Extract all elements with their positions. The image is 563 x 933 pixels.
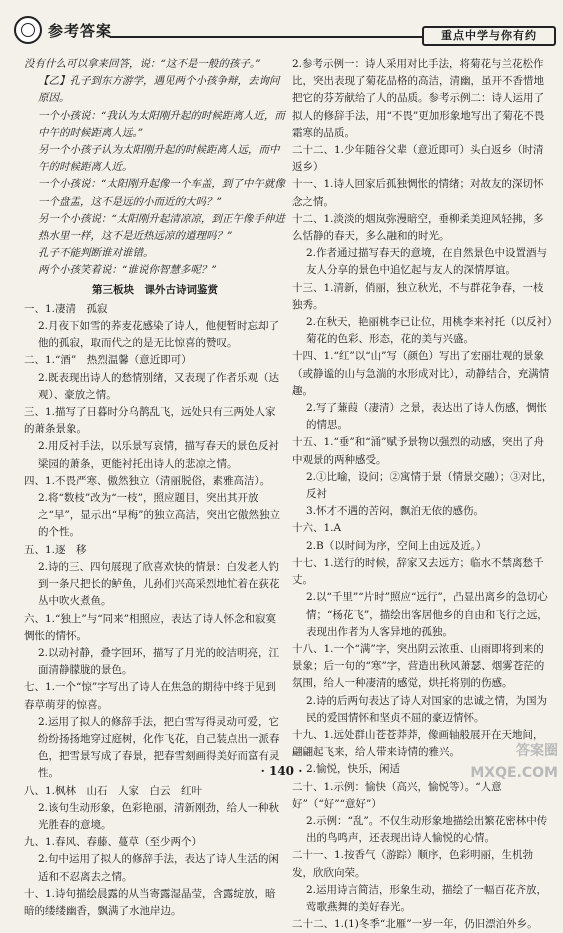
answer-paragraph: 2.运用了拟人的修辞手法，把白雪写得灵动可爱，它纷纷扬扬地穿过庭树，化作飞花，自己装点出一派春色，把雪景写成了春景，把春雪刻画得美好而富有灵性。 [38, 715, 280, 780]
answer-paragraph: 九、1.春风、春藤、蔓草（至少两个） [24, 836, 203, 849]
answer-paragraph: 另一个小孩说：“太阳刚升起清凉凉，到正午像手伸进热水里一样，这不是近热远凉的道理吗？” [38, 212, 285, 243]
school-logo-icon [14, 16, 42, 44]
answer-paragraph: 【乙】孔子到东方游学，遇见两个小孩争辩，去询问原因。 [38, 75, 280, 105]
answer-paragraph: 三、1.描写了日暮时分乌鹊乱飞，远处只有三两处人家的萧条景象。 [24, 406, 276, 436]
answer-paragraph: 五、1.逐 移 [24, 543, 87, 556]
answer-paragraph: 2.该句生动形象，色彩艳丽，清新刚劲，给人一种秋光胜春的意境。 [38, 801, 280, 831]
answer-paragraph: 十一、1.诗人回家后孤独惆怅的情绪；对故友的深切怀念之情。 [292, 178, 544, 208]
answer-paragraph: 十二、1.淡淡的烟岚弥漫暗空，垂柳柔美迎风轻拂，多么恬静的春天，多么融和的时光。 [292, 212, 544, 243]
answer-paragraph: 八、1.枫林 山石 人家 白云 红叶 [24, 784, 203, 797]
answer-paragraph: 2.句中运用了拟人的修辞手法，表达了诗人生活的闲适和不忍离去之情。 [38, 853, 280, 883]
answer-paragraph: 2.以动衬静，叠字回环，描写了月光的皎洁明亮，江面清静朦胧的景色。 [38, 646, 280, 677]
header-divider [110, 36, 422, 38]
answer-paragraph: 2.月夜下如雪的荞麦花感染了诗人，他便暂时忘却了他的孤寂，取而代之的是无比惊喜的赞叹。 [38, 320, 280, 350]
answer-paragraph: 2.参考示例一：诗人采用对比手法，将菊花与兰花松作比，突出表现了菊花品格的高洁，清幽，虽开不香惜地把它的芬芳献给了人的品质。参考示例二：诗人运用了拟人的修辞手法，用“不畏”更加形象地写出了菊花不畏霜寒的品质。 [292, 58, 545, 139]
answer-paragraph: 一个小孩说：“我认为太阳刚升起的时候距离人近，而中午的时候距离人远。” [38, 109, 285, 139]
right-column [292, 56, 554, 933]
answer-paragraph: 孔子不能判断谁对谁错。 [38, 247, 154, 260]
answer-paragraph: 另一个小孩子认为太阳刚升起的时候距离人远，而中午的时候距离人近。 [38, 144, 280, 174]
answer-paragraph: 2.将“数枝”改为“一枝”，照应题目，突出其开放之“早”，显示出“早梅”的独立高洁，突出它傲然独立的个性。 [38, 492, 280, 539]
answer-paragraph: 2.①比喻，设问；②寓情于景（情景交融）；③对比，反衬 [306, 470, 553, 501]
answer-paragraph: 六、1.“独上”与“同来”相照应，表达了诗人怀念和寂寞惆怅的情怀。 [24, 612, 276, 642]
answer-paragraph: 一个小孩说：“太阳刚升起像一个车盖，到了中午就像一个盘盂，这不是远的小而近的大吗？” [38, 178, 285, 208]
answer-paragraph: 没有什么可以拿来回答，说：“这不是一般的孩子。” [24, 58, 261, 70]
page-number: · 140 · [260, 764, 303, 778]
answer-paragraph: 十七、1.送行的时候，辞家又去远方；临水不禁离愁千丈。 [292, 556, 544, 587]
answer-paragraph: 两个小孩笑着说：“谁说你智慧多呢？” [38, 264, 217, 277]
header-title: 参考答案 [48, 22, 113, 40]
answer-paragraph: 2.用反衬手法，以乐景写哀情，描写春天的景色反衬梁园的萧条，更能衬托出诗人的悲凉之情。 [38, 440, 280, 470]
page-header [0, 0, 563, 50]
answer-paragraph: 2.作者通过描写春天的意境，在自然景色中设置酒与友人分享的景色中追忆起与友人的深情厚谊。 [306, 247, 548, 277]
answer-paragraph: 2.既表现出诗人的愁情别绪，又表现了作者乐观（达观）、豪放之情。 [38, 371, 280, 401]
answer-paragraph: 第三板块 课外古诗词鉴赏 [92, 283, 218, 296]
answer-paragraph: 十六、1.A [292, 522, 342, 535]
answer-paragraph: 二十二、1.少年随谷父辈（意近即可）头白返乡（时清返乡） [292, 144, 544, 174]
answer-paragraph: 二、1.“酒” 热烈温馨（意近即可） [24, 354, 192, 367]
answer-paragraph: 二十、1.示例：愉快（高兴，愉悦等）。“人意好”（“好”“意好”） [292, 780, 502, 810]
answer-paragraph: 2.写了蒹葭（凄清）之景，表达出了诗人伤感，惆怅的情思。 [306, 402, 548, 432]
answer-paragraph: 2.诗的三、四句展现了欣喜欢快的情景：白发老人钓到一条尺把长的鲈鱼，儿孙们兴高采烈地忙着在荻花丛中吹火煮鱼。 [38, 560, 280, 608]
answer-paragraph: 2.B（以时间为序，空间上由远及近。） [306, 539, 487, 552]
answer-paragraph: 一、1.凄清 孤寂 [24, 302, 108, 315]
answer-paragraph: 二十一、1.按香气（游踪）顺序，色彩明丽，生机勃发，欣欣向荣。 [292, 849, 534, 879]
answer-paragraph: 十八、1.一个“满”字，突出阴云浓重、山雨即将到来的景象；后一句的“寒”字，营造出秋风萧瑟、烟雾苍茫的氛围，给人一种凄清的感觉，烘托将别的伤感。 [292, 642, 545, 690]
answer-paragraph: 2.诗的后两句表达了诗人对国家的忠诚之情，为国为民的爱国情怀和坚贞不屈的豪迈情怀。 [306, 694, 548, 724]
watermark: 答案圈 MXQE.COM [470, 743, 558, 781]
header-banner: 重点中学与你有约 [422, 26, 556, 46]
answer-paragraph: 七、1.一个“惊”字写出了诗人在焦急的期待中终于见到春草萌芽的惊喜。 [24, 681, 276, 711]
answer-paragraph: 3.怀才不遇的苦闷，飘泊无依的感伤。 [306, 505, 485, 518]
left-column [24, 56, 286, 920]
answer-paragraph: 2.以“千里”“片时”照应“远行”，凸显出离乡的急切心情；“杨花飞”，描绘出客居他乡的自由和飞行之远，表现出作者为人客异地的孤独。 [306, 591, 548, 638]
answer-paragraph: 四、1.不畏严寒、傲然独立（清丽脱俗，素雅高洁）。 [24, 474, 271, 487]
answer-paragraph: 十三、1.清新，俏丽，独立秋光，不与群花争春，一枝独秀。 [292, 281, 544, 311]
answer-paragraph: 十九、1.远处群山苍苍莽莽，像画轴般展开在天地间，翩翩起飞来，给人带来诗情的雅兴。 [292, 728, 544, 759]
answer-paragraph: 2.示例：“乱”。不仅生动形象地描绘出繁花密林中传出的鸟鸣声，还表现出诗人愉悦的心情。 [306, 814, 548, 845]
answer-paragraph: 2.在秋天，艳丽桃李已让位，用桃李来衬托（以反衬）菊花的色彩、形态，花的美与兴盛。 [306, 316, 553, 346]
answer-paragraph: 十四、1.“红”以“山”写（颜色）写出了宏丽壮观的景象（或静谧的山与急湍的水形成对比），动静结合，充满情趣。 [292, 350, 550, 397]
answer-paragraph: 二十二、1.(1)冬季“北雁”一岁一年，仍旧漂泊外乡。 [292, 918, 538, 931]
answer-paragraph: 2.愉悦，快乐，闲适 [306, 763, 401, 776]
answer-paragraph: 十、1.诗句描绘晨露的从当寄露湿晶莹，含露绽放，暗暗的缕缕幽香，飘满了水池岸边。 [24, 887, 276, 917]
answer-paragraph: 2.运用诗言简洁，形象生动，描绘了一幅百花齐放，莺歌燕舞的美好春光。 [306, 883, 548, 913]
answer-paragraph: 十五、1.“垂”和“涌”赋予景物以强烈的动感，突出了舟中观景的两种感受。 [292, 436, 544, 466]
